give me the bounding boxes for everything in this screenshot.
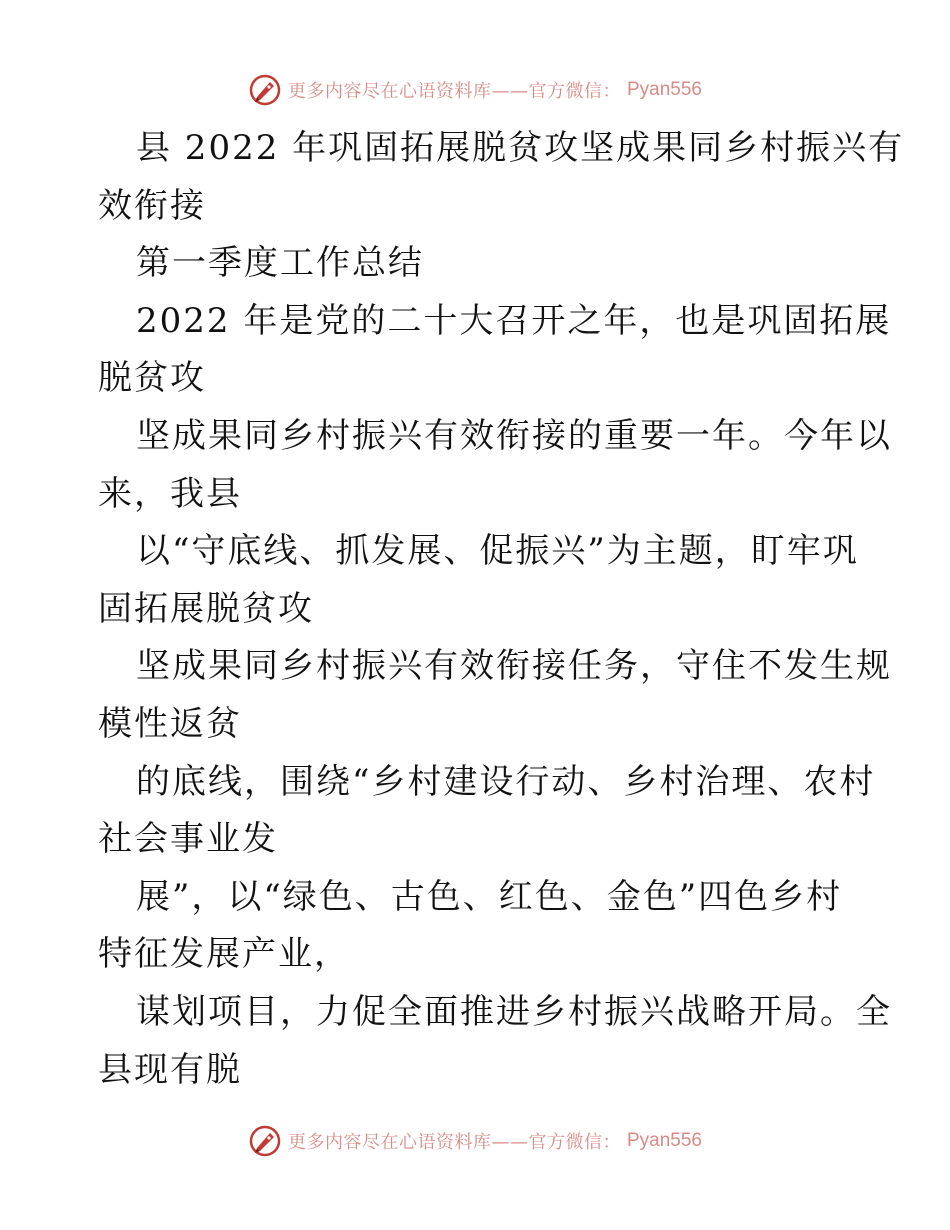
- watermark-dash: ——: [491, 81, 529, 102]
- text-line: 特征发展产业，: [98, 934, 350, 975]
- watermark-dash: ——: [491, 1132, 529, 1153]
- document-body: [98, 120, 905, 1099]
- watermark-site-name: 更多内容尽在心语资料库: [287, 81, 492, 102]
- text-line: 固拓展脱贫攻: [98, 588, 314, 629]
- text-line: 坚成果同乡村振兴有效衔接任务，守住不发生规: [136, 646, 892, 687]
- pen-nib-logo-icon: [248, 1124, 282, 1158]
- footer-watermark: [0, 1121, 950, 1161]
- text-line: 模性返贫: [98, 703, 242, 744]
- pen-nib-logo-icon: [248, 73, 282, 107]
- text-line: 的底线，围绕“乡村建设行动、乡村治理、农村: [136, 761, 876, 802]
- text-line: 坚成果同乡村振兴有效衔接的重要一年。今年以: [136, 415, 892, 456]
- watermark-wechat-label: 官方微信：: [528, 81, 621, 102]
- watermark-text: [288, 77, 621, 103]
- watermark-wechat-id: Pyan556: [626, 1130, 702, 1151]
- watermark-wechat-id: Pyan556: [626, 79, 702, 100]
- watermark-wechat-label: 官方微信：: [528, 1132, 621, 1153]
- text-line: 谋划项目，力促全面推进乡村振兴战略开局。全: [136, 991, 892, 1032]
- text-line: 社会事业发: [98, 819, 278, 860]
- text-line: 效衔接: [98, 185, 206, 226]
- text-line: 以“守底线、抓发展、促振兴”为主题，盯牢巩: [136, 531, 859, 572]
- text-line: 第一季度工作总结: [136, 243, 424, 284]
- text-line: 县现有脱: [98, 1049, 242, 1090]
- text-line: 县 2022 年巩固拓展脱贫攻坚成果同乡村振兴有: [136, 128, 905, 168]
- text-line: 展”，以“绿色、古色、红色、金色”四色乡村: [136, 876, 843, 917]
- watermark-text: [288, 1128, 621, 1154]
- watermark-site-name: 更多内容尽在心语资料库: [287, 1132, 492, 1153]
- text-line: 脱贫攻: [98, 358, 206, 399]
- text-line: 来，我县: [98, 473, 242, 514]
- text-line: 2022 年是党的二十大召开之年，也是巩固拓展: [136, 300, 892, 341]
- header-watermark: [0, 70, 950, 110]
